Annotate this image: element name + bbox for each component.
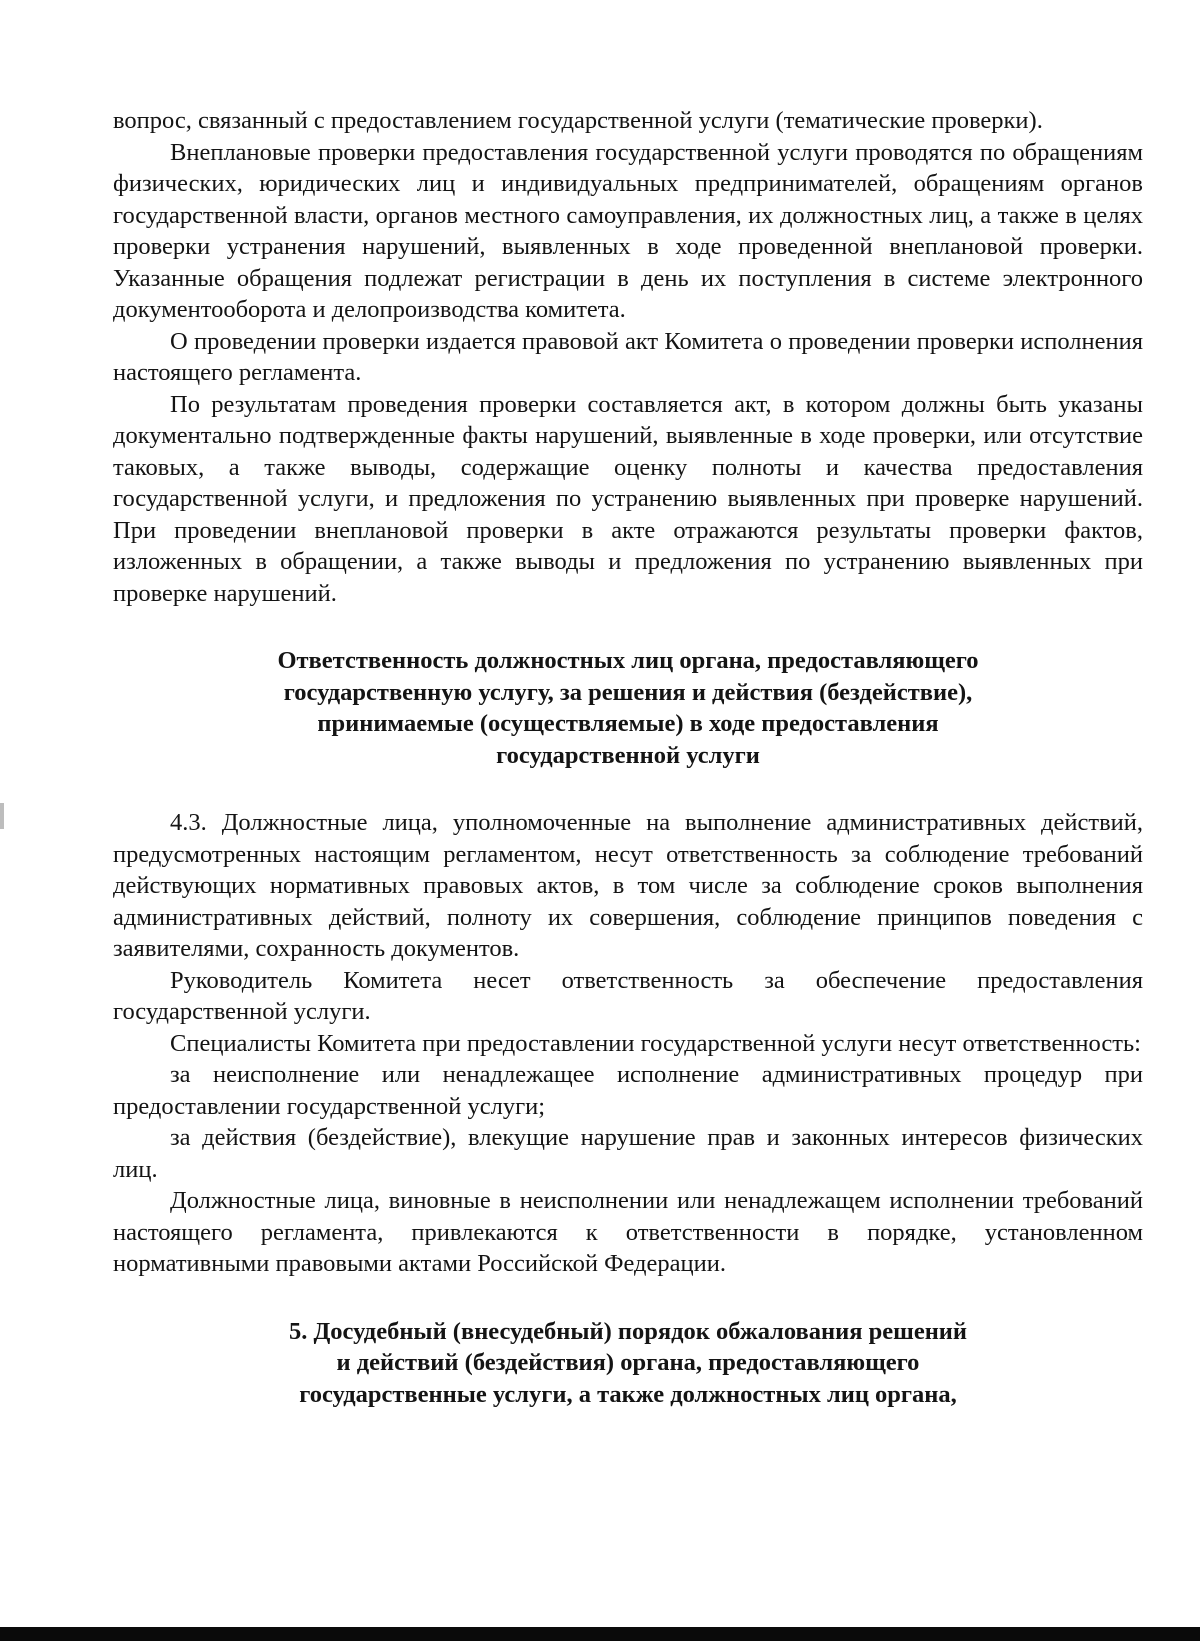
paragraph-head-responsibility: Руководитель Комитета несет ответственность за обеспечение предоставления государственной услуги. (113, 966, 1143, 1025)
paragraph-liability-order: Должностные лица, виновные в неисполнении или ненадлежащем исполнении требований настоящего регламента, привлекаются к ответственности в порядке, установленном нормативными правовыми актами Российской Федерации. (113, 1187, 1143, 1277)
scan-bottom-edge (0, 1627, 1200, 1641)
heading-line: государственную услугу, за решения и действия (бездействие), (283, 678, 973, 706)
paragraph-thematic-inspections: вопрос, связанный с предоставлением государственной услуги (тематические проверки). (113, 107, 1043, 134)
heading-line: 5. Досудебный (внесудебный) порядок обжалования решений (288, 1317, 968, 1345)
heading-line: Ответственность должностных лиц органа, предоставляющего (277, 647, 979, 674)
paragraph-4-3-officials-responsibility: 4.3. Должностные лица, уполномоченные на выполнение административных действий, предусмотренных настоящим регламентом, несут ответственность за соблюдение требований действующих нормативных правовых актов, в том числе за соблюдение сроков выполнения административных действий, полноту их совершения, соблюдение принципов поведения с заявителями, сохранность документов. (113, 809, 1143, 962)
heading-line: и действий (бездействия) органа, предоставляющего (336, 1349, 920, 1376)
paragraph-inspection-act-issued: О проведении проверки издается правовой акт Комитета о проведении проверки исполнения настоящего регламента. (113, 327, 1143, 386)
heading-line: принимаемые (осуществляемые) в ходе предоставления (317, 710, 939, 737)
section-heading-responsibility (113, 645, 1143, 771)
paragraph-non-performance: за неисполнение или ненадлежащее исполнение административных процедур при предоставлении государственной услуги; (113, 1061, 1143, 1120)
heading-line: государственной услуги (496, 741, 760, 769)
section-heading-pretrial-appeal (113, 1316, 1143, 1411)
paragraph-unscheduled-inspections: Внеплановые проверки предоставления государственной услуги проводятся по обращениям физических, юридических лиц и индивидуальных предпринимателей, обращениям органов государственной власти, органов местного самоуправления, их должностных лиц, а также в целях проверки устранения нарушений, выявленных в ходе проведенной внеплановой проверки. Указанные обращения подлежат регистрации в день их поступления в системе электронного документооборота и делопроизводства комитета. (113, 138, 1143, 323)
scan-edge-mark (0, 803, 4, 829)
heading-line: государственные услуги, а также должностных лиц органа, (299, 1380, 957, 1408)
document-page (113, 105, 1143, 1410)
paragraph-specialists-responsibility: Специалисты Комитета при предоставлении государственной услуги несут ответственность: (170, 1029, 1141, 1057)
paragraph-actions-inaction: за действия (бездействие), влекущие нарушение прав и законных интересов физических лиц. (113, 1124, 1143, 1183)
paragraph-inspection-results: По результатам проведения проверки составляется акт, в котором должны быть указаны документально подтвержденные факты нарушений, выявленные в ходе проверки, или отсутствие таковых, а также выводы, содержащие оценку полноты и качества предоставления государственной услуги, и предложения по устранению выявленных при проверке нарушений. При проведении внеплановой проверки в акте отражаются результаты проверки фактов, изложенных в обращении, а также выводы и предложения по устранению выявленных при проверке нарушений. (113, 390, 1143, 607)
